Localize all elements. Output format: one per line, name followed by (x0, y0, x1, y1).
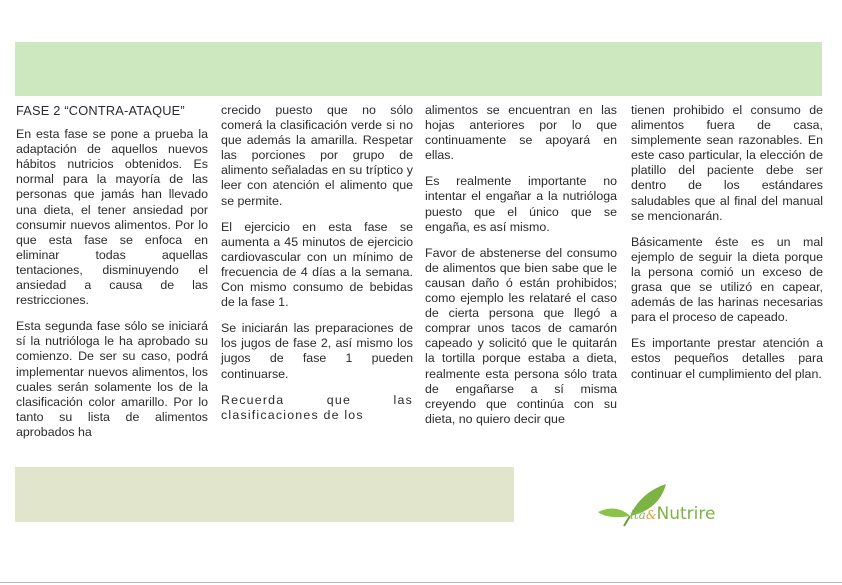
paragraph: Se iniciarán las preparaciones de los jugos de fase 2, así mismo los jugos de fase 1 pueden continuarse. (221, 321, 413, 381)
paragraph: Básicamente éste es un mal ejemplo de seguir la dieta porque la persona comió un exceso de grasa que se utilizó en capear, además de las harinas necesarias para el proceso de capeado. (631, 234, 823, 325)
column-2 (221, 103, 413, 434)
brand-logo (630, 504, 715, 524)
column-1 (16, 103, 208, 451)
paragraph: tienen prohibido el consumo de alimentos fuera de casa, simplemente sean razonables. En este caso particular, la elección de platillo del paciente debe ser dentro de los estándares saludables que al final del manual se mencionarán. (631, 103, 823, 223)
logo-ampersand: & (645, 508, 657, 522)
paragraph: Es importante prestar atención a estos pequeños detalles para continuar el cumplimiento del plan. (631, 336, 823, 381)
paragraph: Es realmente importante no intentar el engañar a la nutrióloga puesto que el único que se engaña, es así mismo. (425, 174, 617, 234)
paragraph: crecido puesto que no sólo comerá la clasificación verde si no que además la amarilla. Respetar las porciones por grupo de alimento señaladas en su tríptico y leer con atención el alimento que se permite. (221, 103, 413, 208)
paragraph: En esta fase se pone a prueba la adaptación de aquellos nuevos hábitos nutricios obtenidos. Es normal para la mayoría de las personas que jamás han llevado una dieta, el tener ansiedad por consumir nuevos alimentos. Por lo que esta fase se enfoca en eliminar todas aquellas tentaciones, disminuyendo el ansiedad a causa de las restricciones. (16, 127, 208, 308)
column-4 (631, 103, 823, 393)
paragraph: Esta segunda fase sólo se iniciará sí la nutrióloga le ha aprobado su comienzo. De ser su caso, podrá implementar nuevos alimentos, los cuales serán solamente los de la clasificación color amarillo. Por lo tanto su lista de alimentos aprobados ha (16, 319, 208, 439)
column-3 (425, 103, 617, 438)
paragraph: alimentos se encuentran en las hojas anteriores por lo que continuamente se apoyará en ellas. (425, 103, 617, 163)
paragraph: El ejercicio en esta fase se aumenta a 45 minutos de ejercicio cardiovascular con un mínimo de frecuencia de 4 días a la semana. Con mismo consumo de bebidas de la fase 1. (221, 219, 413, 310)
header-band (15, 42, 822, 96)
paragraph: Favor de abstenerse del consumo de alimentos que bien sabe que le causan daño ó están prohibidos; como ejemplo les relataré el caso de cierta persona que llegó a comprar unos tacos de camarón capeado y solicitó que le quitarán la tortilla porque estaba a dieta, realmente esta persona sólo trata de engañarse a sí misma creyendo que continúa con su dieta, no quiero decir que (425, 245, 617, 426)
paragraph: Recuerda que las clasificaciones de los (221, 392, 413, 422)
footer-band (15, 467, 514, 522)
logo-text-nutrire: Nutrire (656, 504, 716, 524)
logo-text-ita: ita (630, 508, 646, 522)
section-heading: FASE 2 “CONTRA-ATAQUE” (16, 103, 185, 118)
page-divider (0, 582, 842, 583)
